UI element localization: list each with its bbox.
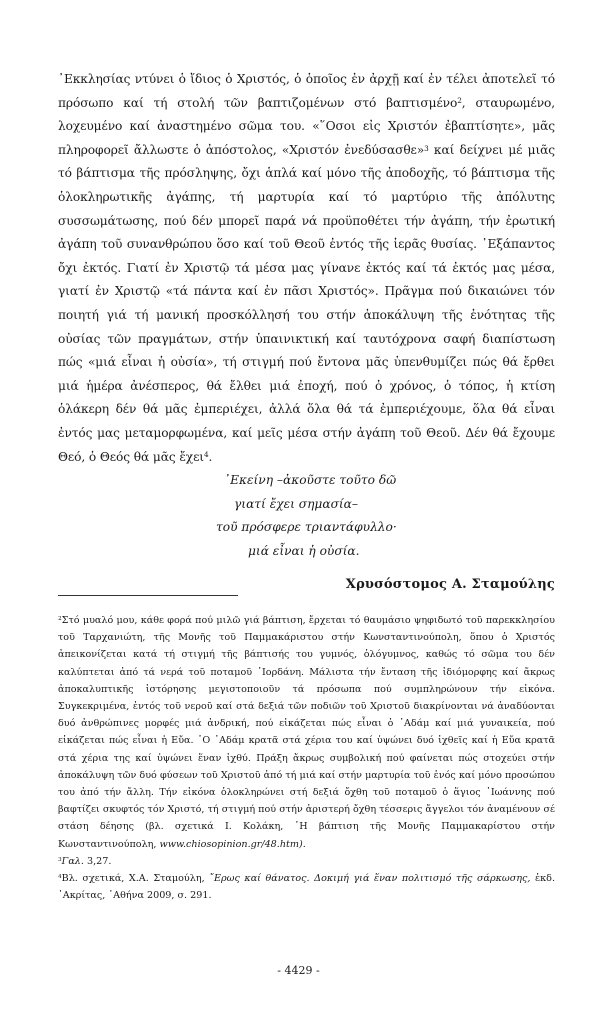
- page-number: - 4429 -: [277, 964, 320, 977]
- footnote-divider: [58, 595, 238, 596]
- footnote-book-title: ῎Ερως καί θάνατος. Δοκιμή γιά ἕναν πολιτισμό τῆς σάρκωσης,: [209, 873, 531, 885]
- poem-line: τοῦ πρόσφερε τριαντάφυλλο·: [216, 520, 397, 535]
- footnote-number: 4: [58, 874, 62, 881]
- footnote-3: [58, 853, 555, 870]
- footnotes: [58, 612, 555, 904]
- body-paragraph: [58, 68, 555, 469]
- footnote-link[interactable]: www.chiosopinion.gr/48.htm).: [159, 838, 306, 850]
- paragraph-text: .: [208, 449, 213, 464]
- main-text: [58, 68, 555, 592]
- footnote-text: ἐκδ. ᾿Ακρίτας, ᾿Αθήνα 2009, σ. 291.: [58, 873, 556, 902]
- poem-line: ᾿Εκείνη –ἀκοῦστε τοῦτο δῶ: [224, 473, 397, 488]
- paragraph-text: , σταυρωμένο, λοχευμένο καί ἀναστημένο σῶμα του. «῞Οσοι εἰς Χριστόν ἐβαπτίσητε», μᾶς πληροφορεῖ ἄλλωστε ὁ ἀπόστολος, «Χριστόν ἐνεδύσασθε»: [58, 95, 556, 157]
- author-signature: Χρυσόστομος Α. Σταμούλης: [345, 577, 555, 593]
- footnote-number: 3: [58, 857, 62, 864]
- footnote-ref-2[interactable]: 2: [457, 96, 462, 106]
- footnote-text: 3,27.: [83, 855, 112, 867]
- footnote-text: Στό μυαλό μου, κάθε φορά πού μιλῶ γιά βάπτιση, ἔρχεται τό θαυμάσιο ψηφιδωτό τοῦ παρεκκλησίου τοῦ Ταρχανιώτη, τῆς Μονῆς τοῦ Παμμακάριστου στήν Κωνσταντινούπολη, ὅπου ὁ Χριστός ἀπεικονίζεται κατά τή στιγμή τῆς βάπτισής του γυμνός, ὁλόγυμνος, καθώς τό σῶμα του δέν καλύπτεται ἀπό τά νερά τοῦ ποταμοῦ ᾿Ιορδάνη. Μάλιστα τήν ἔνταση τῆς ἰδιόμορφης καί ἄκρως ἀποκαλυπτικῆς ἱστόρησης μεγιστοποιοῦν τά πρόσωπα πού συμπληρώνουν τήν εἰκόνα. Συγκεκριμένα, ἐντός τοῦ νεροῦ καί στά δεξιά τῶν ποδιῶν τοῦ Χριστοῦ διακρίνονται νά ἀναδύονται δυό ἀνθρώπινες μορφές μιά ἀνδρική, πού εἰκάζεται πώς εἶναι ὁ ᾿Αδάμ καί μιά γυναικεία, πού εἰκάζεται πώς εἶναι ἡ Εὔα. ῾Ο ᾿Αδάμ κρατᾶ στά χέρια του καί ὑψώνει δυό ἰχθεῖς καί ἡ Εὔα κρατᾶ στά χέρια της καί ὑψώνει ἕναν ἰχθύ. Πράξη ἄκρως συμβολική πού φαίνεται πώς στοχεύει στήν ἀποκάλυψη τῶν δυό φύσεων τοῦ Χριστοῦ ἀπό τή μιά καί στήν μαρτυρία τοῦ ἑνός καί μόνο προσώπου του ἀπό τήν ἄλλη. Τήν εἰκόνα ὁλοκληρώνει στή δεξιά ὄχθη τοῦ ποταμοῦ ὁ ἅγιος ᾿Ιωάννης πού βαφτίζει σκυφτός τόν Χριστό, τή στιγμή πού στήν ἀριστερή ὄχθη τέσσερις ἄγγελοι τόν ἀναμένουν σέ στάση δέησης (βλ. σχετικά Ι. Κολάκη, ῾Η βάπτιση τῆς Μονῆς Παμμακαρίστου στήν Κωνσταντινούπολη,: [58, 615, 555, 850]
- footnote-4: [58, 870, 555, 904]
- footnote-ref-3[interactable]: 3: [424, 143, 429, 153]
- footnote-2: [58, 612, 555, 853]
- paragraph-text: καί δείχνει μέ μιᾶς τό βάπτισμα τῆς πρόσληψης, ὄχι ἁπλά καί μόνο τῆς ἀποδοχῆς, τό βάπτισμα τῆς ὁλοκληρωτικῆς ἀγάπης, τή μαρτυρία καί τό μαρτύριο τῆς ἀπόλυτης συσσωμάτωσης, πού δέν μπορεῖ παρά νά προϋποθέτει τήν ἀγάπη, τήν ἐρωτική ἀγάπη τοῦ συνανθρώπου ὅσο καί τοῦ Θεοῦ ἐντός τῆς ἱερᾶς θυσίας. ᾿Εξάπαντος ὄχι ἐκτός. Γιατί ἐν Χριστῷ τά μέσα μας γίνανε ἐκτός καί τά ἐκτός μας μέσα, γιατί ἐν Χριστῷ «τά πάντα καί ἐν πᾶσι Χριστός». Πρᾶγμα πού δικαιώνει τόν ποιητή γιά τή μανική προσκόλλησή του στήν ἀποκάλυψη τῆς ἑνότητας τῆς οὐσίας τῶν πραγμάτων, στήν ὑπαινικτική καί ταυτόχρονα σαφή διαπίστωση πώς «μιά εἶναι ἡ οὐσία», τή στιγμή πού ἔντονα μᾶς ὑπενθυμίζει πώς θά ἔρθει μιά ἡμέρα ἀνέσπερος, θά ἔλθει μιά ἐποχή, πού ὁ χρόνος, ὁ τόπος, ἡ κτίση ὁλάκερη δέν θά μᾶς ἐμπεριέχει, ἀλλά ὅλα θά τά ἐμπεριέχουμε, ὅλα θά εἶναι ἐντός μας μεταμορφωμένα, καί μεῖς μέσα στήν ἀγάπη τοῦ Θεοῦ. Δέν θά ἔχουμε Θεό, ὁ Θεός θά μᾶς ἔχει: [58, 142, 555, 464]
- footnote-ref-book: Γαλ.: [61, 855, 84, 867]
- poem-line: μιά εἶναι ἡ οὐσία.: [248, 543, 360, 558]
- footnote-number: 2: [58, 616, 62, 623]
- footnote-text: Βλ. σχετικά, Χ.Α. Σταμούλη,: [61, 873, 210, 885]
- footnote-ref-4[interactable]: 4: [203, 450, 209, 460]
- poem-line: γιατί ἔχει σημασία–: [234, 496, 358, 511]
- poem-quote: [58, 469, 555, 563]
- paragraph-text: ᾿Εκκλησίας ντύνει ὁ ἴδιος ὁ Χριστός, ὁ ὁποῖος ἐν ἀρχῇ καί ἐν τέλει ἀποτελεῖ τό πρόσωπο καί τή στολή τῶν βαπτιζομένων στό βαπτισμένο: [58, 72, 555, 110]
